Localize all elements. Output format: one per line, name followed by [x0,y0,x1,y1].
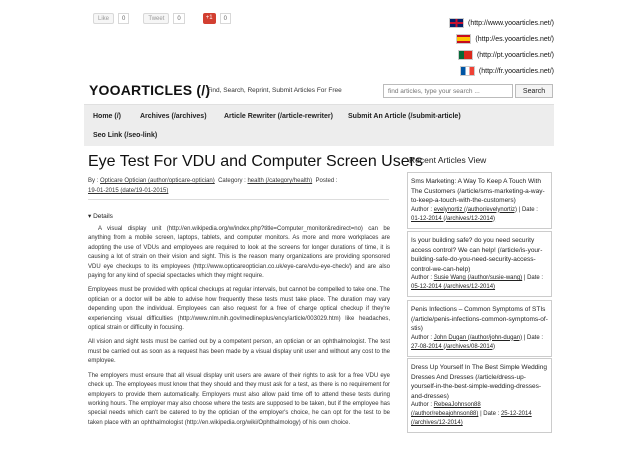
recent-date-link[interactable]: 01-12-2014 (/archives/12-2014) [411,215,496,222]
nav-submit-article[interactable]: Submit An Article (/submit-article) [348,113,461,120]
search-button[interactable]: Search [515,84,553,98]
spain-flag-icon [456,34,471,44]
social-bar [93,13,231,24]
recent-date-link[interactable]: 25-12-2014 (/archives/12-2014) [411,411,532,426]
article-body [88,225,390,433]
portugal-flag-icon [458,50,473,60]
article-author-link[interactable]: Opticare Optician (author/opticare-optician) [100,178,215,184]
nav-article-rewriter[interactable]: Article Rewriter (/article-rewriter) [224,113,333,120]
recent-article-link[interactable]: Dress Up Yourself In The Best Simple Wedding Dresses And Dresses (/article/dress-up-yourself-in-the-best-simple-wedding-dresses-and-dresses) [411,364,547,400]
recent-article-card: Dress Up Yourself In The Best Simple Wedding Dresses And Dresses (/article/dress-up-yourself-in-the-best-simple-wedding-dresses-and-dresses) Author : RebeaJohnson88 (/author/rebeajohnson88) | Date : 25-12-2014 (/archives/12-2014) [407,358,552,433]
like-button[interactable]: Like [93,13,114,24]
details-toggle[interactable]: ▾ Details [88,213,113,220]
article-paragraph: The employers must ensure that all visual display unit users are aware of their rights to ask for a free VDU eye check up. The employees must know that they should and they must ask for a test, as there is no requirement for employers to provide them automatically. Employers must also allow paid time off to attend these tests during working hours. The employer may also choose where the tests are supposed to be taken, but if the employee has special needs which can't be catered to by the optician of the employer's choice, he can opt for the test to be taken place with an ophthalmologist (http://en.wikipedia.org/wiki/Ophthalmology) of his own choice. [88,372,390,426]
gplus-button[interactable]: +1 [203,13,216,24]
recent-article-link[interactable]: Penis Infections – Common Symptoms of STIs (/article/penis-infections-common-symptoms-of-stis) [411,306,548,332]
article-date-link[interactable]: 19-01-2015 (date/19-01-2015) [88,188,169,194]
article-paragraph: All vision and sight tests must be carried out by a competent person, an optician or an ophthalmologist. The test must be carried out as soon as a request has been made by a visual display unit user and without any cost to the employee. [88,339,390,365]
gplus-count: 0 [220,13,231,24]
sidebar-title: Recent Articles View [409,155,487,165]
recent-author-link[interactable]: John Dugan (/author/john-dugan) [433,334,523,341]
language-link-fr[interactable]: (http://fr.yooarticles.net/) [449,63,554,79]
article-paragraph: Employees must be provided with optical checkups at regular intervals, but cannot be compelled to take one. The optician or a doctor will be able to advise how frequently these tests must take place. The duration may vary depending upon the individual. Employees can also request for a free of charge optical checkup if they're experiencing visual difficulties (http://www.nlm.nih.gov/medlineplus/ency/article/003029.htm) like headaches, optical strain or difficulty in focusing. [88,287,390,332]
like-count: 0 [118,13,129,24]
france-flag-icon [460,66,475,76]
nav-home[interactable]: Home (/) [93,113,121,120]
tweet-count: 0 [173,13,184,24]
article-meta: By : Opticare Optician (author/opticare-optician) Category : health (/category/health) Posted : 19-01-2015 (date/19-01-2015) [88,178,338,194]
uk-flag-icon [449,18,464,28]
article-title: Eye Test For VDU and Computer Screen Users [88,153,423,170]
tweet-button[interactable]: Tweet [143,13,169,24]
nav-seo-link[interactable]: Seo Link (/seo-link) [93,132,158,139]
recent-author-link[interactable]: Susie Wang (/author/susie-wang) [433,275,523,281]
language-list [449,15,554,79]
search-input[interactable] [383,84,513,98]
recent-date-link[interactable]: 27-08-2014 (/archives/08-2014) [411,343,496,350]
article-category-link[interactable]: health (/category/health) [247,178,313,184]
language-link-pt[interactable]: (http://pt.yooarticles.net/) [449,47,554,63]
recent-author-link[interactable]: RebeaJohnson88 (/author/rebeajohnson88) [411,402,481,417]
recent-date-link[interactable]: 05-12-2014 (/archives/12-2014) [411,284,496,290]
site-logo[interactable]: YOOARTICLES (/) [89,82,211,98]
nav-archives[interactable]: Archives (/archives) [140,113,207,120]
language-link-es[interactable]: (http://es.yooarticles.net/) [449,31,554,47]
recent-article-card: Is your building safe? do you need security access control? We can help! (/article/is-your-building-safe-do-you-need-security-access-control-we-can-help) Author : Susie Wang (/author/susie-wang) | Date : 05-12-2014 (/archives/12-2014) [407,231,552,297]
recent-article-link[interactable]: Sms Marketing: A Way To Keep A Touch With The Customers (/article/sms-marketing-a-way-to-keep-a-touch-with-the-customers) [411,178,545,204]
recent-article-link[interactable]: Is your building safe? do you need security access control? We can help! (/article/is-your-building-safe-do-you-need-security-access-control-we-can-help) [411,237,543,273]
recent-article-card: Penis Infections – Common Symptoms of STIs (/article/penis-infections-common-symptoms-of-stis) Author : John Dugan (/author/john-dugan) | Date : 27-08-2014 (/archives/08-2014) [407,300,552,357]
language-link-en[interactable]: (http://www.yooarticles.net/) [449,15,554,31]
divider [88,199,389,200]
recent-author-link[interactable]: evelynortiz (/author/evelynortiz) [433,206,518,213]
site-tagline: Find, Search, Reprint, Submit Articles For Free [207,87,342,94]
article-paragraph: A visual display unit (http://en.wikipedia.org/w/index.php?title=Computer_monitor&redirect=no) can be anything from a mobile screen, laptops, tablets, and computer monitors. As more and more workplaces are adopting the use of VDUs and employees are required to look at the screens for longer durations of time, it is causing a lot of strain on their vision and sight. This is the reason many organizations are providing sponsored VDU eye checkups to its employees (http://www.opticareoptician.co.uk/eye-care/vdu-eye-check/) and are also paying for any kind of special spectacles which they might require. [88,226,390,280]
main-nav [84,104,554,146]
recent-article-card: Sms Marketing: A Way To Keep A Touch With The Customers (/article/sms-marketing-a-way-to-keep-a-touch-with-the-customers) Author : evelynortiz (/author/evelynortiz) | Date : 01-12-2014 (/archives/12-2014) [407,172,552,229]
